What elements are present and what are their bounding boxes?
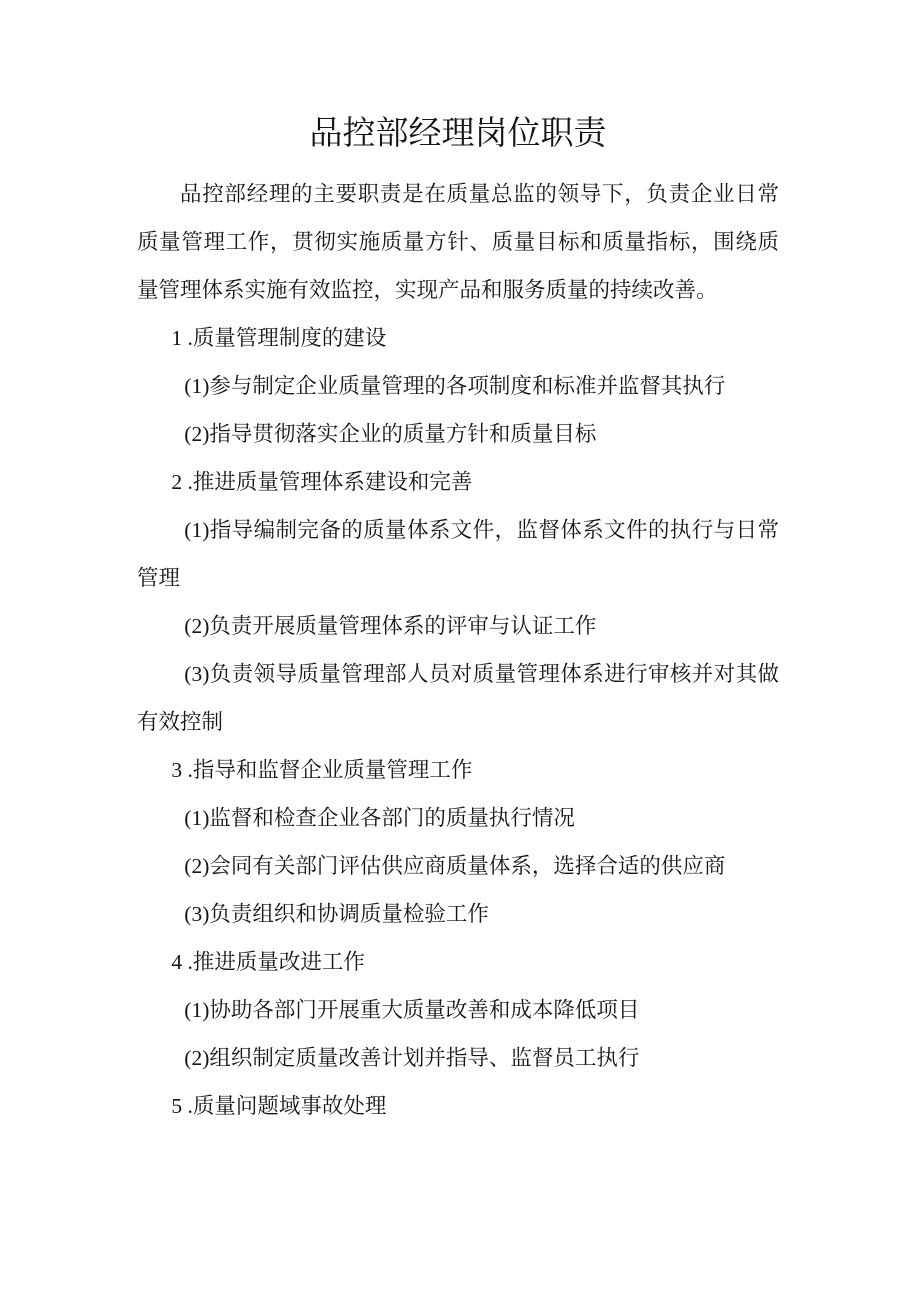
- duty-section-heading: 4 .推进质量改进工作: [171, 950, 365, 974]
- duty-sub-item: (2)组织制定质量改善计划并指导、监督员工执行: [184, 1046, 640, 1070]
- document-body: [137, 170, 779, 1130]
- duty-sub-item: (1)协助各部门开展重大质量改善和成本降低项目: [184, 998, 640, 1022]
- duty-list: [137, 314, 779, 1130]
- duty-sub-item: (3)负责组织和协调质量检验工作: [184, 902, 489, 926]
- duty-sub-item: (2)会同有关部门评估供应商质量体系，选择合适的供应商: [184, 854, 726, 878]
- duty-section-heading: 3 .指导和监督企业质量管理工作: [171, 758, 473, 782]
- intro-paragraph: 品控部经理的主要职责是在质量总监的领导下，负责企业日常质量管理工作，贯彻实施质量方针、质量目标和质量指标，围绕质量管理体系实施有效监控，实现产品和服务质量的持续改善。: [137, 182, 779, 302]
- duty-section-heading: 5 .质量问题域事故处理: [171, 1094, 387, 1118]
- duty-sub-item: (2)负责开展质量管理体系的评审与认证工作: [184, 614, 597, 638]
- duty-sub-item: (1)指导编制完备的质量体系文件，监督体系文件的执行与日常管理: [137, 518, 779, 590]
- duty-section-heading: 2 .推进质量管理体系建设和完善: [171, 470, 473, 494]
- page-title: 品控部经理岗位职责: [309, 116, 607, 152]
- duty-sub-item: (1)监督和检查企业各部门的质量执行情况: [184, 806, 575, 830]
- duty-section-heading: 1 .质量管理制度的建设: [171, 326, 387, 350]
- duty-sub-item: (1)参与制定企业质量管理的各项制度和标准并监督其执行: [184, 374, 726, 398]
- duty-sub-item: (3)负责领导质量管理部人员对质量管理体系进行审核并对其做有效控制: [137, 662, 779, 734]
- duty-sub-item: (2)指导贯彻落实企业的质量方针和质量目标: [184, 422, 597, 446]
